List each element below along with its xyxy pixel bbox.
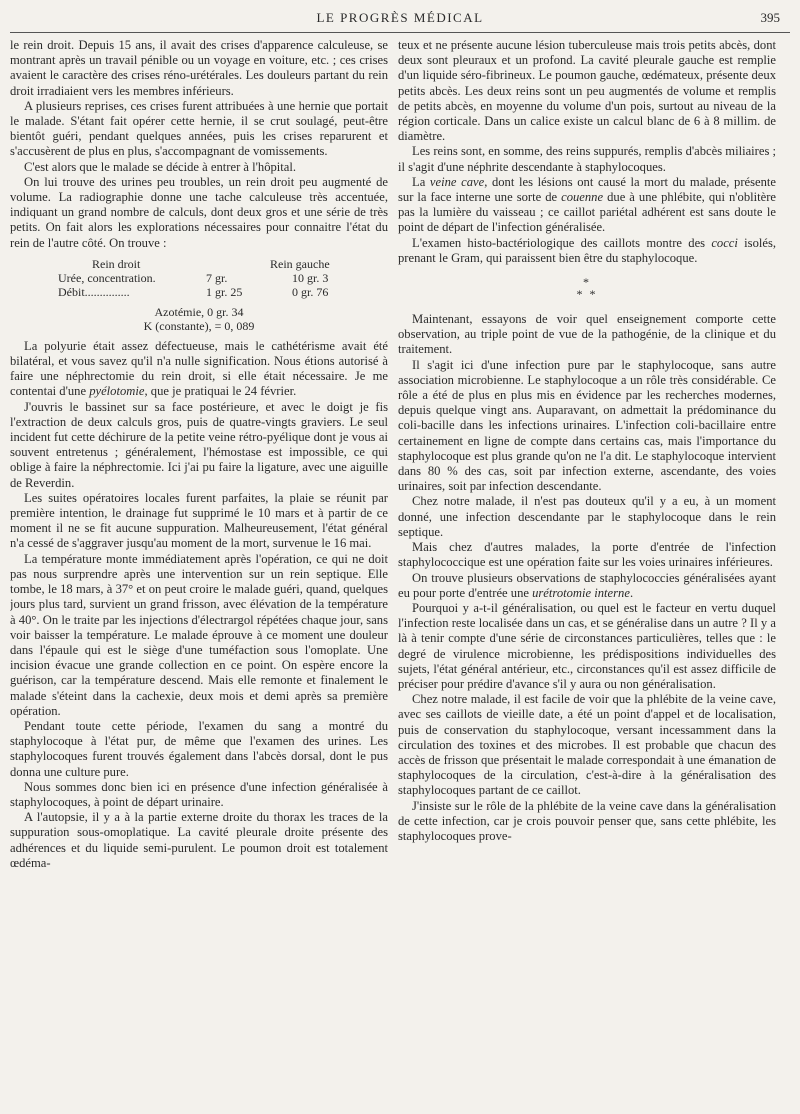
paragraph: A l'autopsie, il y a à la partie externe droite du thorax les traces de la suppuration sous-omoplatique. La cavité pleurale droite présente des adhérences et du liquide semi-purulent. Le poumon droit est totalement œdéma- <box>10 810 388 870</box>
paragraph: Chez notre malade, il est facile de voir que la phlébite de la veine cave, avec ses caillots de vieille date, a été un point d'appel et de localisation, puis de conservation du staphylocoque, versant incessamment dans la circulation des toxines et des microbes. Il est probable que chacun des accès de frisson que présentait le malade correspondait à une émanation de staphylocoques de la circulation, c'est-à-dire à la généralisation des staphylocoques partant de ce caillot. <box>398 692 776 798</box>
paragraph: Les suites opératoires locales furent parfaites, la plaie se réunit par première intention, le drainage fut supprimé le 10 mars et à partir de ce moment il ne se fit aucune suppuration. Malheureusement, l'état général n'a cessé de s'aggraver jusqu'au moment de la mort, survenue le 16 mai. <box>10 490 388 551</box>
italic-term: veine cave <box>429 174 485 189</box>
paragraph: Maintenant, essayons de voir quel enseignement comporte cette observation, au triple point de vue de la pathogénie, de la clinique et du traitement. <box>398 312 776 357</box>
paragraph: Il s'agit ici d'une infection pure par le staphylocoque, sans autre association microbienne. Le staphylocoque a un rôle très considérable. Ce rôle a été de plus en plus mis en évidence par les recherches modernes, depuis quelque vingt ans. Auparavant, on admettait la prédominance du coli-bacille dans les infections urinaires. L'infection coli-bacillaire entre certainement en ligne de compte dans certains cas, mais l'importance du staphylocoque est plus grande qu'on ne l'a dit. Le staphylocoque intervient dans 80 % des cas, soit par infection externe, ascendante, des voies urinaires, soit par infection descendante. <box>398 357 776 494</box>
table-header-row <box>10 257 388 271</box>
header-rule <box>10 32 790 33</box>
column-header-right-kidney: Rein droit <box>92 256 141 271</box>
table-row <box>10 285 388 299</box>
italic-term: couenne <box>561 190 604 205</box>
paragraph: Pendant toute cette période, l'examen du sang a montré du staphylocoque à l'état pur, de même que l'examen des urines. Les staphylocoques furent trouvés également dans l'abcès dorsal, dont le pus donna une culture pure. <box>10 718 388 779</box>
paragraph: Mais chez d'autres malades, la porte d'entrée de l'infection staphylococcique est une opération faite sur les voies urinaires inférieures. <box>398 540 776 570</box>
italic-term: pyélotomie <box>89 384 145 399</box>
paragraph: Chez notre malade, il n'est pas douteux qu'il y a eu, à un moment donné, une infection descendante par le staphylocoque dans le rein septique. <box>398 494 776 539</box>
paragraph: La polyurie était assez défectueuse, mais le cathétérisme avait été bilatéral, et vous savez qu'il n'a nulle signification. Nous étions autorisé à faire une néphrectomie du rein droit, si elle était nécessaire. Je me contentai d'une pyélotomie, que je pratiquai le 24 février. <box>10 338 388 399</box>
paragraph: Nous sommes donc bien ici en présence d'une infection généralisée à staphylocoques, à point de départ urinaire. <box>10 779 388 809</box>
paragraph: C'est alors que le malade se décide à entrer à l'hôpital. <box>24 159 297 174</box>
right-kidney-value: 7 gr. <box>206 270 228 285</box>
table-row <box>10 271 388 285</box>
page-number: 395 <box>760 10 780 25</box>
paragraph: On lui trouve des urines peu troubles, un rein droit peu augmenté de volume. La radiographie donne une tache calculeuse très accentuée, indiquant un grand nombre de calculs, dont deux gros et une série de très petits. On fait alors les explorations nécessaires pour connaitre l'état du rein de l'autre côté. On trouve : <box>10 174 388 250</box>
paragraph: La veine cave, dont les lésions ont causé la mort du malade, présente sur la face interne une sorte de couenne due à une phlébite, qui n'oblitère pas la lumière du vaisseau ; ce caillot pariétal adhérent est sans doute le point de départ de l'infection généralisée. <box>398 174 776 235</box>
italic-term: cocci <box>711 235 738 250</box>
ambard-constant-line: K (constante), = 0, 089 <box>143 318 255 333</box>
journal-title: LE PROGRÈS MÉDICAL <box>316 10 484 25</box>
row-label: Urée, concentration. <box>58 270 156 285</box>
azotemia-line: Azotémie, 0 gr. 34 <box>154 304 244 319</box>
left-kidney-value: 0 gr. 76 <box>292 284 329 299</box>
left-kidney-value: 10 gr. 3 <box>292 270 329 285</box>
paragraph: teux et ne présente aucune lésion tuberculeuse mais trois petits abcès, dont deux sont pleuraux et un profond. La cavité pleurale gauche est remplie d'un liquide séro-fibrineux. Le poumon gauche, œdémateux, présente deux petits abcès. Les deux reins sont un peu augmentés de volume et remplis de petits abcès, en moyenne du volume d'un pois, surtout au niveau de la région corticale. Dans un calice existe un calcul blanc de 6 à 8 millim. de diamètre. <box>398 38 776 144</box>
paragraph: A plusieurs reprises, ces crises furent attribuées à une hernie que portait le malade. S'étant fait opérer cette hernie, il se crut soulagé, peut-être bientôt guéri, pendant quelques années, puis les crises reparurent et s'accusèrent de plus en plus, s'accompagnant de vomissements. <box>10 98 388 159</box>
column-header-left-kidney: Rein gauche <box>270 256 330 271</box>
row-label: Débit............... <box>58 284 130 299</box>
paragraph: le rein droit. Depuis 15 ans, il avait des crises d'apparence calculeuse, se montrant après un travail pénible ou un voyage en voiture, etc. ; ces crises avaient le caractère des crises réno-urétérales. Les douleurs partant du rein droit irradiaient vers les membres inférieurs. <box>10 38 388 98</box>
italic-term: urétrotomie interne <box>532 585 630 600</box>
paragraph: L'examen histo-bactériologique des caillots montre des cocci isolés, prenant le Gram, qui paraissent bien être du staphylocoque. <box>398 235 776 265</box>
paragraph: J'insiste sur le rôle de la phlébite de la veine cave dans la généralisation de cette infection, car je crois pouvoir penser que, sans cette phlébite, les staphylocoques prove- <box>398 798 776 843</box>
azotemia-values <box>10 305 388 333</box>
paragraph: Pourquoi y a-t-il généralisation, ou quel est le facteur en vertu duquel l'infection reste localisée dans un cas, et se généralise dans un autre ? Il y a là à tenir compte d'une série de circonstances particulières, telles que : le degré de virulence microbienne, les prédispositions individuelles des sujets, l'état général antérieur, etc., circonstances qu'il est assez difficile de préciser pour prédire d'avance s'il y aura ou non généralisation. <box>398 600 776 691</box>
kidney-function-table <box>10 257 388 299</box>
paragraph: J'ouvris le bassinet sur sa face postérieure, et avec le doigt je fis l'extraction de deux calculs gros, puis de quatre-vingts graviers. Le seul incident fut cette déchirure de la petite veine rétro-pyélique dont je vous ai souvent entretenus ; généralement, l'hémostase est impossible, ce qui oblige à faire la néphrectomie. Ici j'ai pu faire la ligature, avec une aiguille de Reverdin. <box>10 399 388 490</box>
running-head <box>0 8 800 28</box>
section-asterism: * * * <box>576 275 598 302</box>
right-column <box>398 38 776 1106</box>
right-kidney-value: 1 gr. 25 <box>206 284 243 299</box>
paragraph: Les reins sont, en somme, des reins suppurés, remplis d'abcès miliaires ; il s'agit d'une néphrite descendante à staphylocoques. <box>398 144 776 174</box>
left-column <box>10 38 388 1106</box>
paragraph: On trouve plusieurs observations de staphylococcies généralisées ayant eu pour porte d'entrée une urétrotomie interne. <box>398 570 776 600</box>
paragraph: La température monte immédiatement après l'opération, ce qui ne doit pas nous surprendre après une intervention sur un rein septique. Elle tombe, le 18 mars, à 37° et on peut croire le malade guéri, quand, quelques jours plus tard, survient un grand frisson, avec élévation de la température à 40°. On le traite par les injections d'électrargol répétées chaque jour, sans voir baisser la température. Le malade éprouve à ce moment une douleur dans l'épaule qui est le siège d'une tuméfaction sous l'omoplate. Une incision évacue une grande collection en ce point. On espère encore la guérison, car la température descend. Mais elle remonte et finalement le malade s'éteint dans la cachexie, deux mois et demi après sa première opération. <box>10 551 388 718</box>
